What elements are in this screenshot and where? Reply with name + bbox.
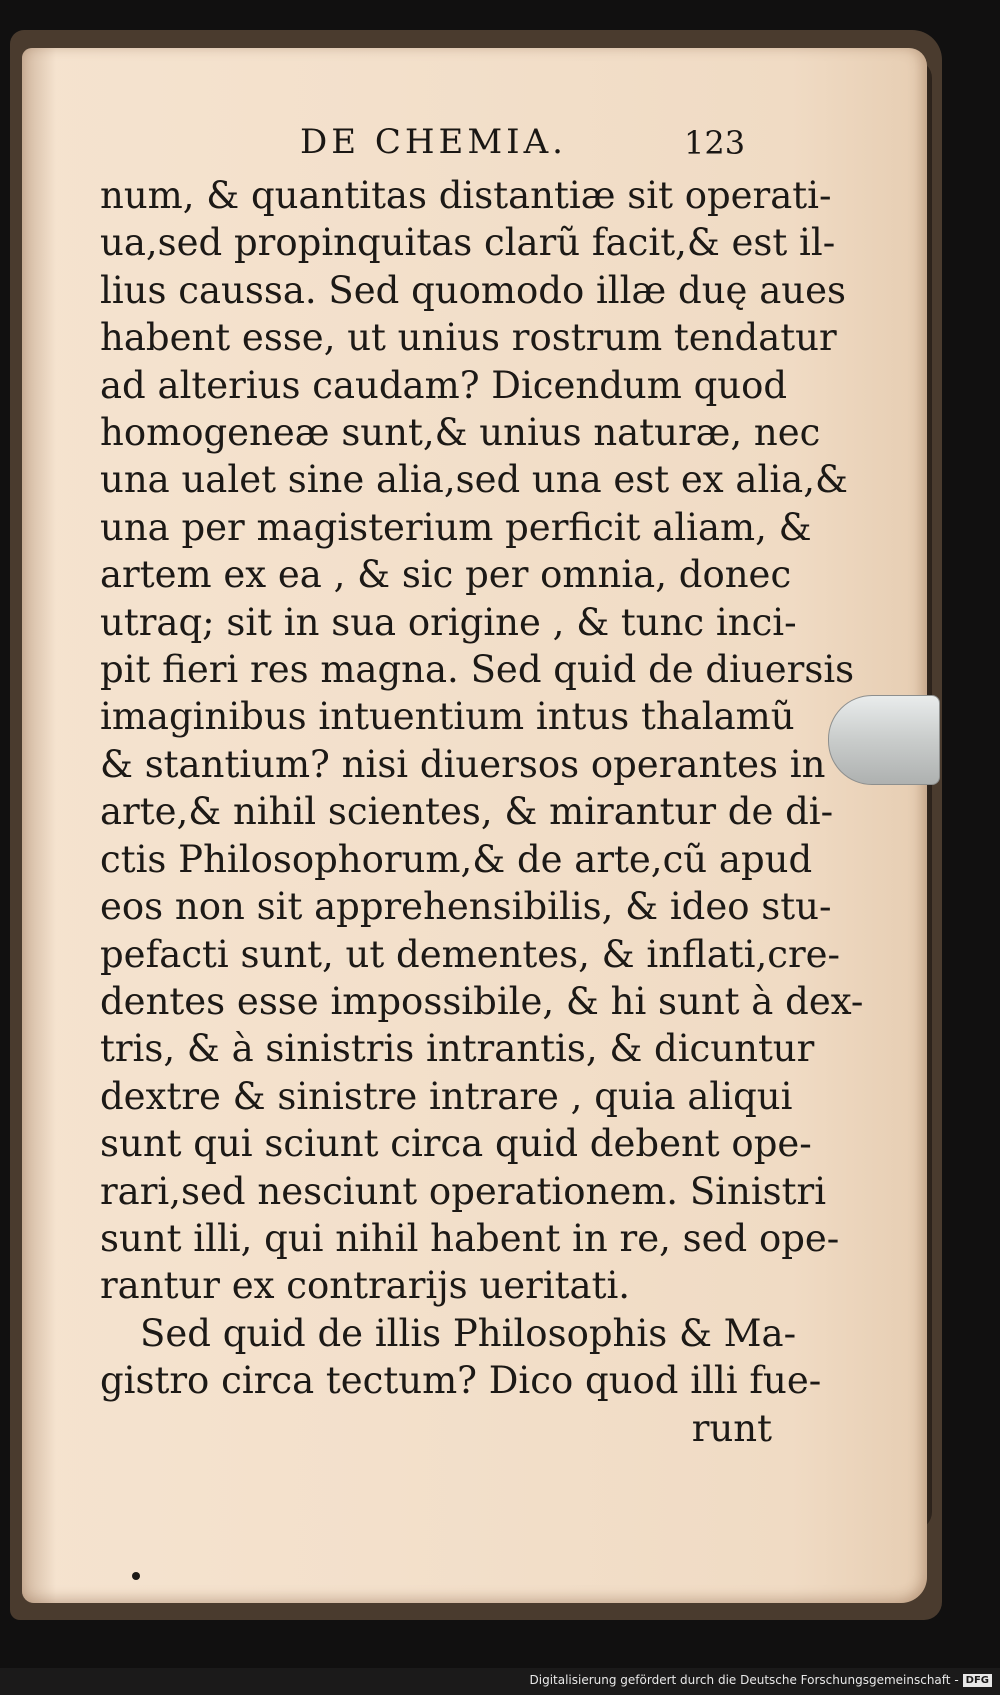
text-line: artem ex ea , & sic per omnia, donec [100,553,792,597]
text-line: rari,sed nesciunt operationem. Sinistri [100,1169,827,1213]
credit-text: Digitalisierung gefördert durch die Deutsche Forschungsgemeinschaft - [529,1673,959,1687]
body-text [100,172,864,1452]
text-line: num, & quantitas distantiæ sit operati- [100,174,832,217]
catchword: runt [691,1406,772,1450]
page-clip [828,695,940,785]
text-line: ua,sed propinquitas clarũ facit,& est il- [100,221,836,265]
dfg-logo: DFG [963,1674,992,1687]
text-line: lius caussa. Sed quomodo illæ duę aues [100,268,846,312]
page-number: 123 [684,124,746,162]
text-line: Sed quid de illis Philosophis & Ma- [140,1311,797,1355]
running-title: DE CHEMIA. [300,122,567,162]
text-line: imaginibus intuentium intus thalamũ [100,695,795,739]
text-line: ctis Philosophorum,& de arte,cũ apud [100,837,813,881]
text-line: pit fieri res magna. Sed quid de diuersis [100,648,855,692]
text-line: ad alterius caudam? Dicendum quod [100,363,788,407]
text-line: homogeneæ sunt,& unius naturæ, nec [100,411,821,455]
text-line: pefacti sunt, ut dementes, & inflati,cre- [100,932,841,976]
ink-dot [132,1572,140,1580]
text-line: tris, & à sinistris intrantis, & dicuntur [100,1027,815,1071]
text-line: dentes esse impossibile, & hi sunt à dex- [100,979,864,1023]
text-line: utraq; sit in sua origine , & tunc inci- [100,600,797,644]
text-line: sunt illi, qui nihil habent in re, sed ope- [100,1216,840,1260]
text-line: arte,& nihil scientes, & mirantur de di- [100,790,834,834]
text-line: rantur ex contrarijs ueritati. [100,1264,631,1308]
text-line: eos non sit apprehensibilis, & ideo stu- [100,885,832,929]
digitization-credit [530,1673,993,1687]
page-gutter-shade [22,48,56,1603]
page-header [0,120,1000,170]
text-line: sunt qui sciunt circa quid debent ope- [100,1122,812,1166]
text-line: una ualet sine alia,sed una est ex alia,& [100,458,848,502]
text-line: gistro circa tectum? Dico quod illi fue- [100,1359,822,1403]
text-line: una per magisterium perficit aliam, & [100,505,812,549]
text-line: habent esse, ut unius rostrum tendatur [100,316,837,360]
text-line: dextre & sinistre intrare , quia aliqui [100,1074,793,1118]
text-line: & stantium? nisi diuersos operantes in [100,742,826,786]
